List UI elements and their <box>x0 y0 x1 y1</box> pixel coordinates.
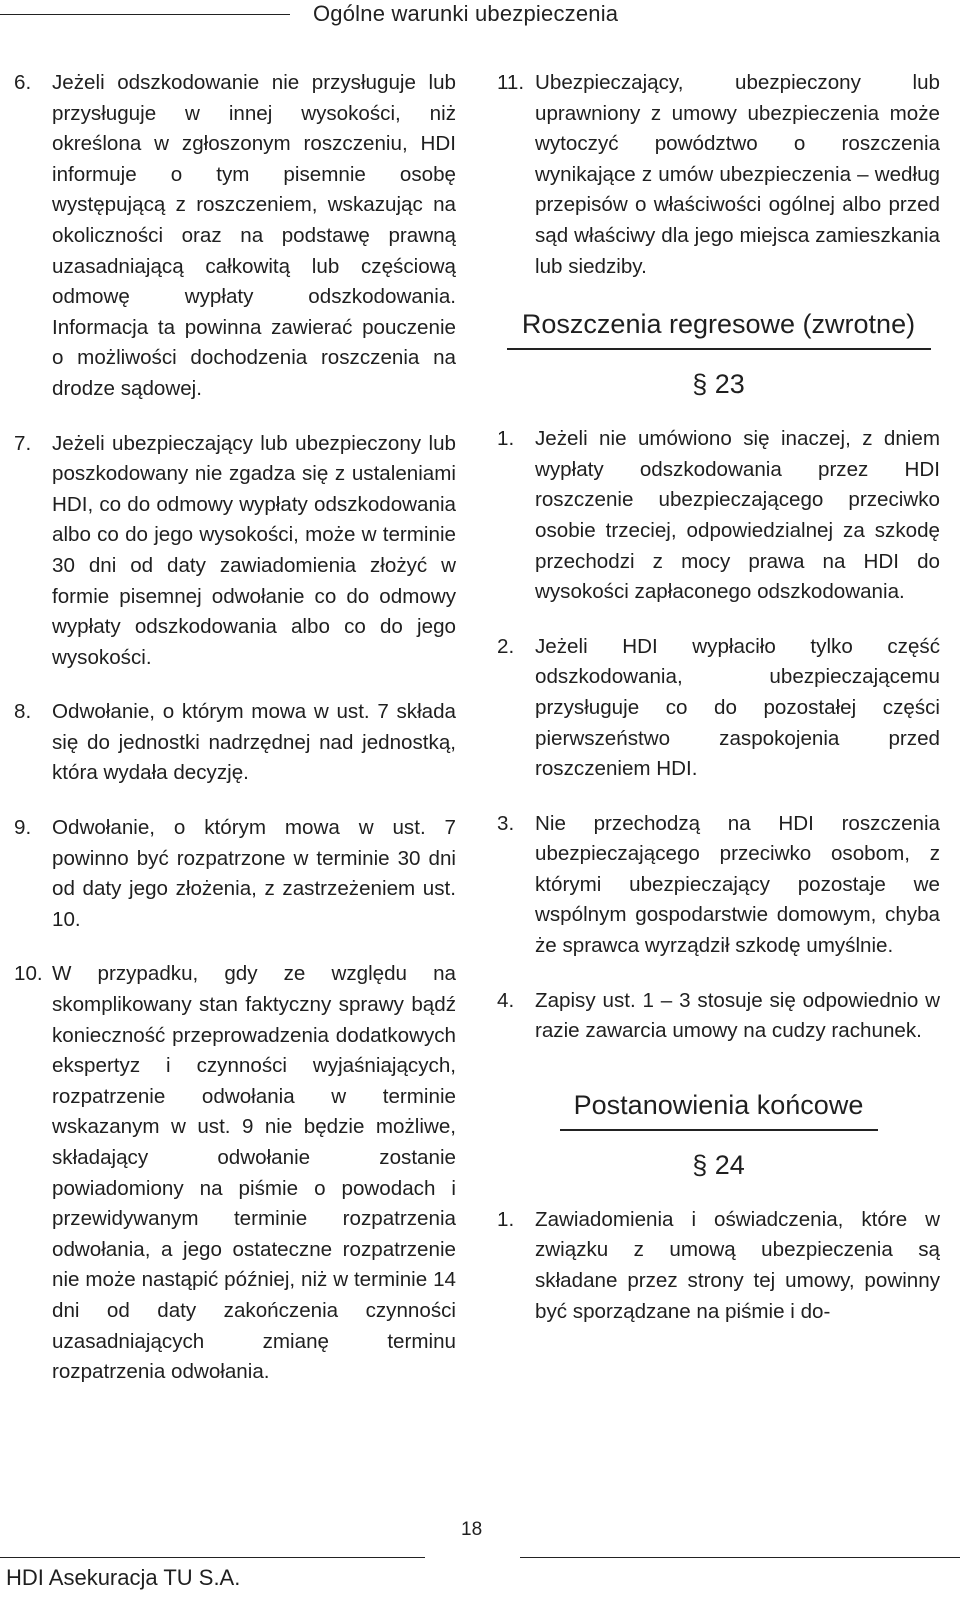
section-title-underline <box>560 1129 878 1131</box>
section-regress-claims <box>497 306 940 350</box>
item-text: W przypadku, gdy ze względu na skomplikowany stan faktyczny sprawy bądź konieczność przeprowadzenia dodatkowych ekspertyz i czynności wyjaśniających, rozpatrzenie odwołania w terminie wskazanym w ust. 9 nie będzie możliwe, składający odwołanie zostanie powiadomiony na piśmie o powodach i przewidywanym terminie rozpatrzenia odwołania, a jego ostateczne rozpatrzenie nie może nastąpić później, niż w terminie 14 dni od daty zakończenia czynności uzasadniających zmianę terminu rozpatrzenia odwołania. <box>52 962 456 1384</box>
list-item <box>14 429 456 674</box>
item-number: 8. <box>14 700 32 724</box>
list-item <box>497 632 940 785</box>
item-text: Ubezpieczający, ubezpieczony lub uprawniony z umowy ubezpieczenia może wytoczyć powództwo o roszczenia wynikające z umów ubezpieczenia – według przepisów o właściwości ogólnej albo przed sąd właściwy dla jego miejsca zamieszkania lub siedziby. <box>535 71 940 278</box>
item-number: 11. <box>497 71 525 94</box>
item-text: Jeżeli HDI wypłaciło tylko część odszkodowania, ubezpieczającemu przysługuje co do pozostałej części pierwszeństwo zaspokojenia przed roszczeniem HDI. <box>535 634 940 781</box>
footer-company-name: HDI Asekuracja TU S.A. <box>6 1565 241 1590</box>
section-final-provisions <box>497 1087 940 1131</box>
list-item <box>14 959 456 1387</box>
section-title: Roszczenia regresowe (zwrotne) <box>521 309 916 340</box>
item-text: Nie przechodzą na HDI roszczenia ubezpieczającego przeciwko osobom, z którymi ubezpieczający pozostaje we wspólnym gospodarstwie domowym, chyba że sprawca wyrządził szkodę umyślnie. <box>535 811 940 958</box>
document-header-title: Ogólne warunki ubezpieczenia <box>313 1 619 26</box>
list-item <box>497 68 940 282</box>
paragraph-number: § 23 <box>692 369 745 400</box>
item-number: 10. <box>14 962 43 986</box>
item-text: Jeżeli nie umówiono się inaczej, z dniem wypłaty odszkodowania przez HDI roszczenie ubezpieczającego przeciwko osobie trzeciej, odpowiedzialnej za szkodę przechodzi z mocy prawa na HDI do wysokości zapłaconego odszkodowania. <box>535 427 940 604</box>
list-item <box>14 68 456 405</box>
paragraph-number: § 24 <box>692 1149 745 1180</box>
right-column <box>497 68 940 1351</box>
item-text: Zapisy ust. 1 – 3 stosuje się odpowiednio w razie zawarcia umowy na cudzy rachunek. <box>535 988 940 1043</box>
list-item <box>497 424 940 608</box>
item-number: 2. <box>497 634 515 658</box>
item-text: Zawiadomienia i oświadczenia, które w związku z umową ubezpieczenia są składane przez strony tej umowy, powinny być sporządzane na piśmie i do- <box>535 1207 940 1323</box>
list-item <box>497 809 940 962</box>
left-column <box>14 68 456 1412</box>
item-text: Jeżeli odszkodowanie nie przysługuje lub przysługuje w innej wysokości, niż określona w zgłoszonym roszczeniu, HDI informuje o tym pisemnie osobę występującą z roszczeniem, wskazując na okoliczności oraz na podstawę prawną uzasadniającą całkowitą lub częściową odmowę wypłaty odszkodowania. Informacja ta powinna zawierać pouczenie o możliwości dochodzenia roszczenia na drodze sądowej. <box>52 71 456 400</box>
item-number: 6. <box>14 71 32 94</box>
page-number: 18 <box>461 1519 483 1540</box>
header-rule <box>0 14 290 15</box>
item-number: 9. <box>14 816 32 840</box>
section-title-underline <box>507 348 931 350</box>
list-item <box>14 813 456 935</box>
item-number: 3. <box>497 811 515 835</box>
list-item <box>14 697 456 789</box>
item-number: 4. <box>497 988 515 1012</box>
list-item <box>497 1205 940 1327</box>
item-text: Jeżeli ubezpieczający lub ubezpieczony lub poszkodowany nie zgadza się z ustaleniami HDI, co do odmowy wypłaty odszkodowania albo co do jego wysokości, może w terminie 30 dni od daty zawiadomienia złożyć w formie pisemnej odwołanie co do odmowy wypłaty odszkodowania albo co do jego wysokości. <box>52 431 456 669</box>
item-number: 1. <box>497 1207 515 1231</box>
footer-rule-right <box>520 1557 960 1558</box>
item-number: 7. <box>14 431 32 455</box>
list-item <box>497 986 940 1047</box>
section-title: Postanowienia końcowe <box>573 1089 864 1120</box>
item-number: 1. <box>497 427 515 451</box>
item-text: Odwołanie, o którym mowa w ust. 7 składa się do jednostki nadrzędnej nad jednostką, która wydała decyzję. <box>52 700 456 785</box>
item-text: Odwołanie, o którym mowa w ust. 7 powinno być rozpatrzone w terminie 30 dni od daty jego złożenia, z zastrzeżeniem ust. 10. <box>52 816 456 931</box>
footer-rule-left <box>0 1557 425 1558</box>
